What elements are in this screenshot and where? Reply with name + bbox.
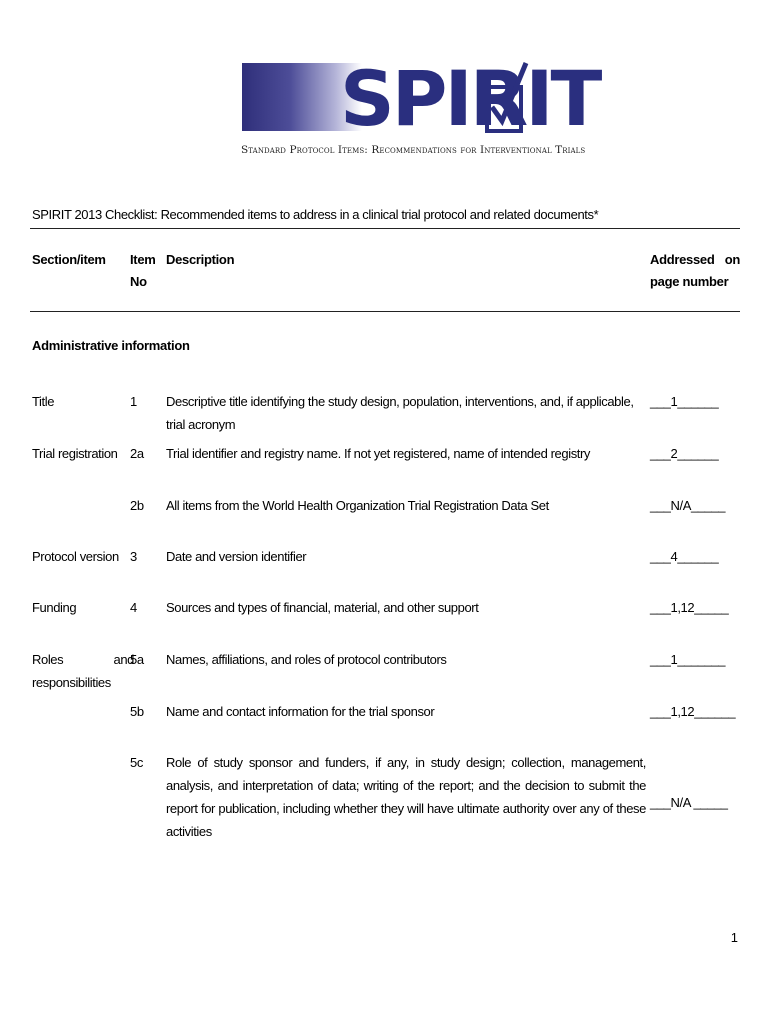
row-description: Role of study sponsor and funders, if any, in study design; collection, management, analysis, and interpretation of data; writing of the report; and the decision to submit the report for publication, including whether they will have ultimate authority over any of these activities: [166, 755, 646, 839]
row-page-number: ___1_______: [650, 652, 726, 667]
header-section-item: Section/item: [32, 252, 106, 267]
row-page-number: ___N/A_____: [650, 498, 726, 513]
row-section: Protocol version: [32, 549, 119, 564]
header-item-no-line1: Item: [130, 252, 156, 267]
row-item-no: 3: [130, 549, 137, 564]
header-addressed-on: on: [724, 252, 740, 267]
row-section: Funding: [32, 600, 77, 615]
row-description: Names, affiliations, and roles of protocol contributors: [166, 652, 447, 667]
header-addressed-line1: Addressed: [650, 252, 715, 267]
row-item-no: 5c: [130, 755, 143, 770]
page-number: 1: [730, 930, 738, 945]
header-addressed-line2: page number: [650, 274, 729, 289]
row-description: Trial identifier and registry name. If not yet registered, name of intended registry: [166, 446, 591, 461]
row-description: Date and version identifier: [166, 549, 307, 564]
row-description: Descriptive title identifying the study design, population, interventions, and, if applicable, trial acronym: [166, 394, 634, 432]
row-item-no: 5b: [130, 704, 144, 719]
row-description: Name and contact information for the trial sponsor: [166, 704, 435, 719]
checkbox-check-icon: [484, 59, 530, 135]
header-item-no: [130, 249, 156, 293]
logo-tagline: Standard Protocol Items: Recommendations for Interventional Trials: [241, 144, 586, 156]
checklist-intro: SPIRIT 2013 Checklist: Recommended items to address in a clinical trial protocol and related documents*: [32, 207, 599, 222]
header-description: Description: [166, 252, 235, 267]
header-addressed: [650, 249, 740, 293]
row-description: Sources and types of financial, material, and other support: [166, 600, 479, 615]
row-section: Trial registration: [32, 446, 118, 461]
header-item-no-line2: No: [130, 274, 147, 289]
row-page-number: ___1______: [650, 394, 719, 409]
row-item-no: 5a: [130, 652, 144, 667]
header-top-rule: [30, 228, 740, 229]
row-item-no: 1: [130, 394, 137, 409]
row-page-number: ___1,12_____: [650, 600, 729, 615]
header-addressed-line1-wrap: [650, 249, 740, 271]
row-page-number: ___N/A _____: [650, 795, 728, 810]
row-description: All items from the World Health Organization Trial Registration Data Set: [166, 498, 549, 513]
row-page-number: ___1,12______: [650, 704, 736, 719]
row-item-no: 2a: [130, 446, 144, 461]
row-section: Title: [32, 394, 55, 409]
row-item-no: 2b: [130, 498, 144, 513]
row-section: Roles and responsibilities: [32, 652, 134, 690]
spirit-logo: [240, 54, 600, 161]
logo-wordmark: SPIRIT: [340, 54, 600, 143]
row-page-number: ___4______: [650, 549, 719, 564]
row-item-no: 4: [130, 600, 137, 615]
section-heading-administrative: Administrative information: [32, 338, 190, 353]
header-bottom-rule: [30, 311, 740, 312]
row-page-number: ___2______: [650, 446, 719, 461]
